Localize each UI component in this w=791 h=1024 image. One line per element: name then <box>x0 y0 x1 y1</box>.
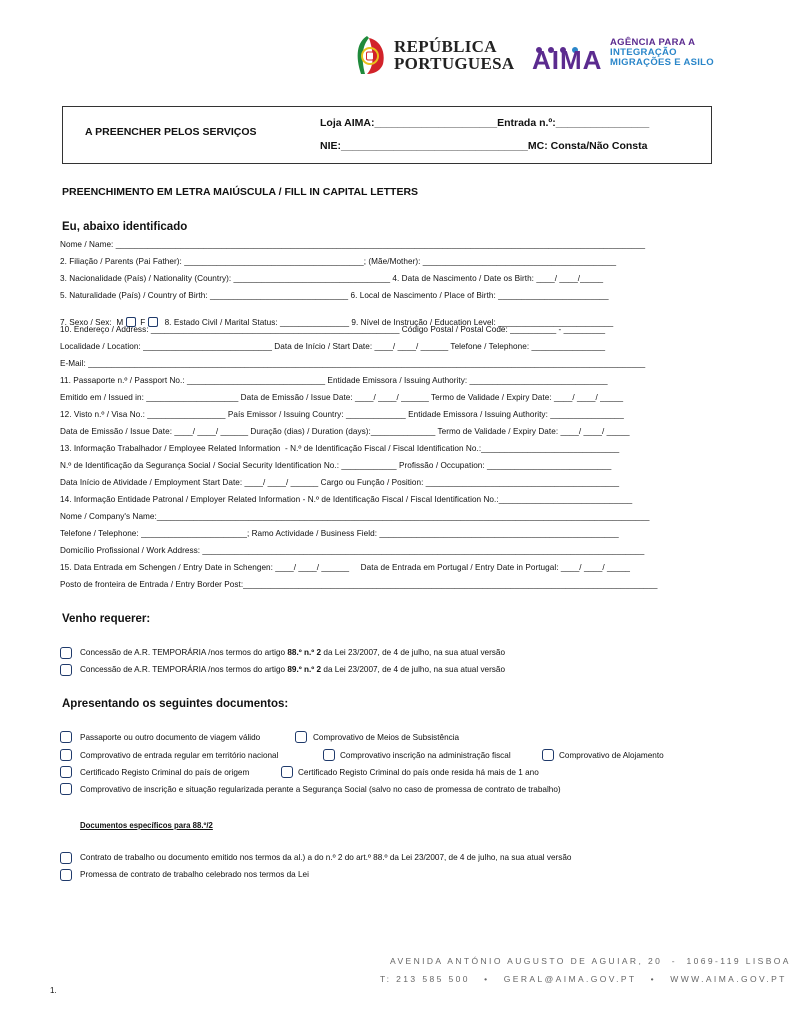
passport-issue-field[interactable]: Emitido em / Issued in: ____________________ Data de Emissão / Issue Date: ____/ ____/ ______ Termo de Validade / Expiry Date: ____/ ____/ _____ <box>60 393 624 402</box>
company-name-field[interactable]: Nome / Company's Name:___________________________________________________________________________________________________________ <box>60 512 650 521</box>
sex-label: 7. Sexo / Sex: M <box>60 318 124 327</box>
footer-address: AVENIDA ANTÓNIO AUGUSTO DE AGUIAR, 20 - 1069-119 LISBOA <box>390 956 791 966</box>
doc-accommodation-checkbox[interactable] <box>542 749 554 761</box>
work-address-field[interactable]: Domicílio Profissional / Work Address: ________________________________________________________________________________________________ <box>60 546 645 555</box>
identified-heading: Eu, abaixo identificado <box>62 221 188 233</box>
specific-promise-checkbox[interactable] <box>60 869 72 881</box>
marital-education-field[interactable]: 8. Estado Civil / Marital Status: _______________ 9. Nível de Instrução / Education Level: _________________________ <box>164 318 614 327</box>
entry-border-post-field[interactable]: Posto de fronteira de Entrada / Entry Border Post:__________________________________________________________________________________________ <box>60 580 658 589</box>
request-89-label: Concessão de A.R. TEMPORÁRIA /nos termos do artigo 89.º n.º 2 da Lei 23/2007, de 4 de julho, na sua atual versão <box>80 665 506 674</box>
sex-marital-education-row <box>60 308 715 327</box>
employee-nif-field[interactable]: 13. Informação Trabalhador / Employee Related Information - N.º de Identificação Fiscal / Fiscal Identification No.:______________________________ <box>60 444 620 453</box>
doc-accommodation-label: Comprovativo de Alojamento <box>559 751 664 760</box>
aima-logo-wordmark: AIMA <box>532 45 603 75</box>
doc-passport-label: Passaporte ou outro documento de viagem válido <box>80 733 261 742</box>
republica-portuguesa-logo-text: REPÚBLICA PORTUGUESA <box>394 37 515 73</box>
employer-nif-field[interactable]: 14. Informação Entidade Patronal / Employer Related Information - N.º de Identificação Fiscal / Fiscal Identification No.:_____________________________ <box>60 495 633 504</box>
page-number: 1. <box>50 986 57 995</box>
request-89-checkbox[interactable] <box>60 664 72 676</box>
location-startdate-phone-field[interactable]: Localidade / Location: ____________________________ Data de Início / Start Date: ____/ ____/ ______ Telefone / Telephone: ________________ <box>60 342 606 351</box>
services-box-label: A PREENCHER PELOS SERVIÇOS <box>85 126 257 138</box>
aima-logo-subtitle: AGÊNCIA PARA A INTEGRAÇÃO MIGRAÇÕES E ASILO <box>610 37 714 68</box>
parents-field[interactable]: 2. Filiação / Parents (Pai Father): _______________________________________; (Mãe/Mother): __________________________________________ <box>60 257 617 266</box>
fill-instructions-title: PREENCHIMENTO EM LETRA MAIÚSCULA / FILL IN CAPITAL LETTERS <box>62 186 419 198</box>
doc-criminal-residence-checkbox[interactable] <box>281 766 293 778</box>
name-field[interactable]: Nome / Name: ___________________________________________________________________________________________________________________ <box>60 240 646 249</box>
address-field[interactable]: 10. Endereço / Address: ______________________________________________________ Código Postal / Postal Code: __________ - _________ <box>60 325 606 334</box>
request-88-checkbox[interactable] <box>60 647 72 659</box>
sex-f-label: F <box>140 318 146 327</box>
doc-tax-label: Comprovativo inscrição na administração fiscal <box>340 751 511 760</box>
doc-tax-checkbox[interactable] <box>323 749 335 761</box>
entry-dates-field[interactable]: 15. Data Entrada em Schengen / Entry Date in Schengen: ____/ ____/ ______ Data de Entrada em Portugal / Entry Date in Portugal: ____/ ____/ _____ <box>60 563 631 572</box>
specific-contract-label: Contrato de trabalho ou documento emitido nos termos da al.) a do n.º 2 do art.º 88.º da Lei 23/2007, de 4 de julho, na sua atual versão <box>80 853 572 862</box>
doc-criminal-origin-label: Certificado Registo Criminal do país de origem <box>80 768 250 777</box>
doc-social-security-checkbox[interactable] <box>60 783 72 795</box>
doc-subsistence-label: Comprovativo de Meios de Subsistência <box>313 733 460 742</box>
social-security-occupation-field[interactable]: N.º de Identificação da Segurança Social / Social Security Identification No.: ____________ Profissão / Occupation: ___________________________ <box>60 461 612 470</box>
republica-portuguesa-emblem <box>353 34 387 76</box>
doc-entry-checkbox[interactable] <box>60 749 72 761</box>
birthplace-field[interactable]: 5. Naturalidade (País) / Country of Birth: ______________________________ 6. Local de Nascimento / Place of Birth: ________________________ <box>60 291 609 300</box>
doc-criminal-residence-label: Certificado Registo Criminal do país onde resida há mais de 1 ano <box>298 768 539 777</box>
specific-contract-checkbox[interactable] <box>60 852 72 864</box>
doc-subsistence-checkbox[interactable] <box>295 731 307 743</box>
passport-field[interactable]: 11. Passaporte n.º / Passport No.: ______________________________ Entidade Emissora / Issuing Authority: ______________________________ <box>60 376 608 385</box>
doc-passport-checkbox[interactable] <box>60 731 72 743</box>
nationality-birthdate-field[interactable]: 3. Nacionalidade (País) / Nationality (Country): __________________________________ 4. Data de Nascimento / Date os Birth: ____/ ____/_____ <box>60 274 604 283</box>
specific-docs-heading: Documentos específicos para 88.º/2 <box>80 821 213 830</box>
request-heading: Venho requerer: <box>62 613 151 625</box>
visa-dates-field[interactable]: Data de Emissão / Issue Date: ____/ ____/ ______ Duração (dias) / Duration (days):______________ Termo de Validade / Expiry Date: ____/ ____/ _____ <box>60 427 630 436</box>
request-88-label: Concessão de A.R. TEMPORÁRIA /nos termos do artigo 88.º n.º 2 da Lei 23/2007, de 4 de julho, na sua atual versão <box>80 648 506 657</box>
nie-mc-field[interactable]: NIE:________________________________MC: Consta/Não Consta <box>320 140 648 152</box>
doc-social-security-label: Comprovativo de inscrição e situação regularizada perante a Segurança Social (salvo no caso de promessa de contrato de trabalho) <box>80 785 561 794</box>
employment-start-position-field[interactable]: Data Início de Atividade / Employment Start Date: ____/ ____/ ______ Cargo ou Função / Position: __________________________________________ <box>60 478 620 487</box>
documents-heading: Apresentando os seguintes documentos: <box>62 698 289 710</box>
doc-criminal-origin-checkbox[interactable] <box>60 766 72 778</box>
visa-field[interactable]: 12. Visto n.º / Visa No.: _________________ País Emissor / Issuing Country: _____________ Entidade Emissora / Issuing Authority: ________________ <box>60 410 624 419</box>
loja-entrada-field[interactable]: Loja AIMA:_____________________Entrada n.º:________________ <box>320 117 650 129</box>
footer-contacts: T: 213 585 500 • GERAL@AIMA.GOV.PT • WWW.AIMA.GOV.PT <box>380 974 787 984</box>
email-field[interactable]: E-Mail: _________________________________________________________________________________________________________________________ <box>60 359 646 368</box>
company-phone-business-field[interactable]: Telefone / Telephone: _______________________; Ramo Actividade / Business Field: ____________________________________________________ <box>60 529 619 538</box>
doc-entry-label: Comprovativo de entrada regular em território nacional <box>80 751 279 760</box>
specific-promise-label: Promessa de contrato de trabalho celebrado nos termos da Lei <box>80 870 309 879</box>
